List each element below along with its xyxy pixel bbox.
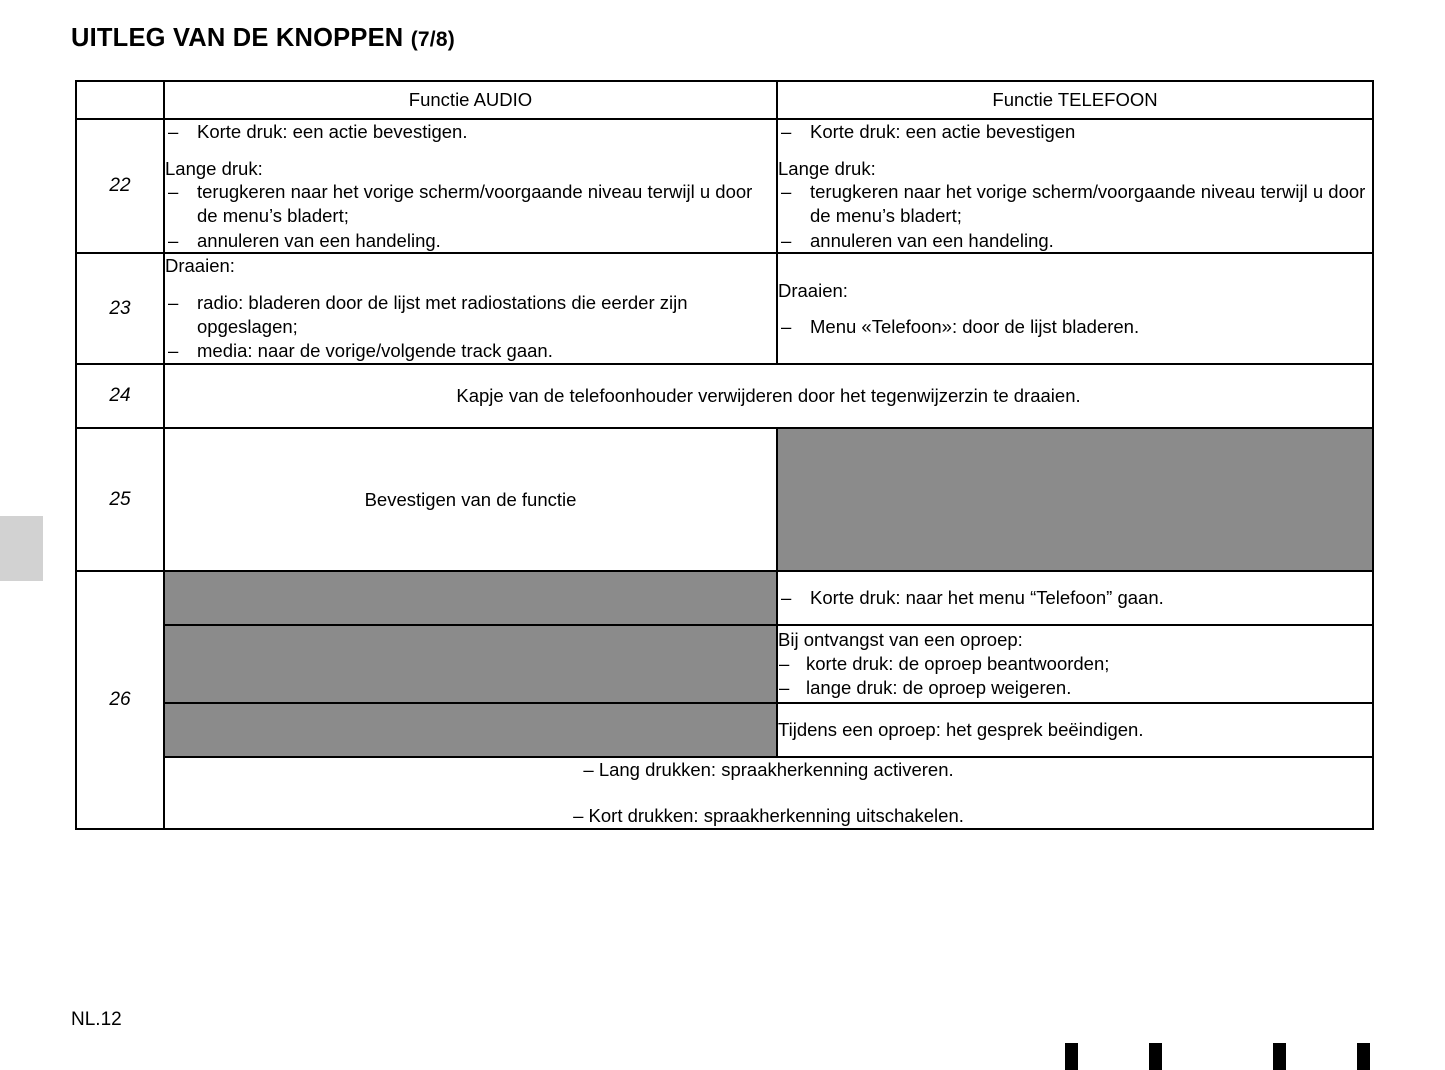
row-26-sub1-list [778,586,1372,610]
list-item: – Korte druk: een actie bevestigen. [165,120,776,144]
row-26-sub3-telefoon-cell: Tijdens een oproep: het gesprek beëindigen. [777,703,1373,757]
row-23-telefoon-cell [777,253,1373,364]
list-item: – media: naar de vorige/volgende track gaan. [165,339,776,363]
list-item: – annuleren van een handeling. [778,229,1372,253]
row-23-telefoon-lead: Draaien: [778,279,848,301]
row-26-merged-lines [165,758,1372,828]
table-row [76,428,1373,571]
list-item: – korte druk: de oproep beantwoorden; [778,652,1372,676]
header-number-cell [76,81,164,119]
row-22-telefoon-list-1 [778,120,1372,144]
registration-mark-4 [1357,1043,1370,1070]
row-26-sub1-audio-shaded-cell [164,571,777,625]
list-item: – radio: bladeren door de lijst met radiostations die eerder zijn opgeslagen; [165,291,776,338]
list-item: – annuleren van een handeling. [165,229,776,253]
table-header-row [76,81,1373,119]
registration-marks [1060,1043,1380,1070]
list-item: – Menu «Telefoon»: door de lijst bladeren. [778,315,1372,339]
page-title [71,24,455,53]
table-row [76,625,1373,703]
row-26-merged-cell [164,757,1373,829]
row-26-merged-line-1-text: Lang drukken: spraakherkenning activeren. [598,759,954,781]
row-number-23: 23 [76,253,164,364]
list-item: – terugkeren naar het vorige scherm/voorgaande niveau terwijl u door de menu’s bladert; [165,180,776,227]
header-audio-cell: Functie AUDIO [164,81,777,119]
table-row [76,119,1373,253]
row-22-audio-list-2 [165,180,776,252]
list-item: – Korte druk: een actie bevestigen [778,120,1372,144]
table-row [76,571,1373,625]
row-22-audio-block-1 [165,120,776,144]
row-23-telefoon-block [778,279,1372,339]
row-26-sub1-telefoon-cell [777,571,1373,625]
row-22-telefoon-cell [777,119,1373,253]
row-22-audio-lead: Lange druk: [165,157,263,179]
row-26-sub3-audio-shaded-cell [164,703,777,757]
row-number-24: 24 [76,364,164,428]
registration-mark-1 [1065,1043,1078,1070]
page-title-main: UITLEG VAN DE KNOPPEN [71,24,404,52]
row-22-audio-list-1 [165,120,776,144]
row-23-audio-block [165,254,776,363]
registration-mark-3 [1273,1043,1286,1070]
row-22-audio-block-2 [165,157,776,253]
row-26-merged-line-2 [165,804,1372,828]
row-26-merged-line-1 [165,758,1372,782]
row-22-audio-cell [164,119,777,253]
page-title-page-ref: (7/8) [410,28,455,51]
header-telefoon-cell: Functie TELEFOON [777,81,1373,119]
row-23-audio-cell [164,253,777,364]
row-22-telefoon-list-2 [778,180,1372,252]
row-26-sub2-audio-shaded-cell [164,625,777,703]
row-25-audio-cell: Bevestigen van de functie [164,428,777,571]
button-functions-table [75,80,1374,830]
row-26-sub2-lead: Bij ontvangst van een oproep: [778,629,1023,651]
table-row [76,364,1373,428]
folio-page-number: NL.12 [71,1009,122,1030]
margin-thumb-tab [0,516,43,581]
list-item: – Korte druk: naar het menu “Telefoon” gaan. [778,586,1372,610]
list-item: – lange druk: de oproep weigeren. [778,676,1372,700]
row-number-25: 25 [76,428,164,571]
row-25-telefoon-shaded-cell [777,428,1373,571]
row-number-26: 26 [76,571,164,829]
row-26-merged-line-2-text: Kort drukken: spraakherkenning uitschakelen. [588,805,964,827]
row-26-sub2-telefoon-cell [777,625,1373,703]
row-26-sub2-list [778,652,1372,700]
table-row [76,757,1373,829]
row-number-22: 22 [76,119,164,253]
list-item: – terugkeren naar het vorige scherm/voorgaande niveau terwijl u door de menu’s bladert; [778,180,1372,227]
row-22-telefoon-block-1 [778,120,1372,144]
row-24-merged-cell: Kapje van de telefoonhouder verwijderen door het tegenwijzerzin te draaien. [164,364,1373,428]
row-23-audio-lead: Draaien: [165,255,235,277]
row-22-telefoon-lead: Lange druk: [778,157,876,179]
row-22-telefoon-block-2 [778,157,1372,253]
table-row [76,253,1373,364]
table-row [76,703,1373,757]
registration-mark-2 [1149,1043,1162,1070]
row-23-telefoon-list [778,315,1372,339]
row-23-audio-list [165,291,776,363]
